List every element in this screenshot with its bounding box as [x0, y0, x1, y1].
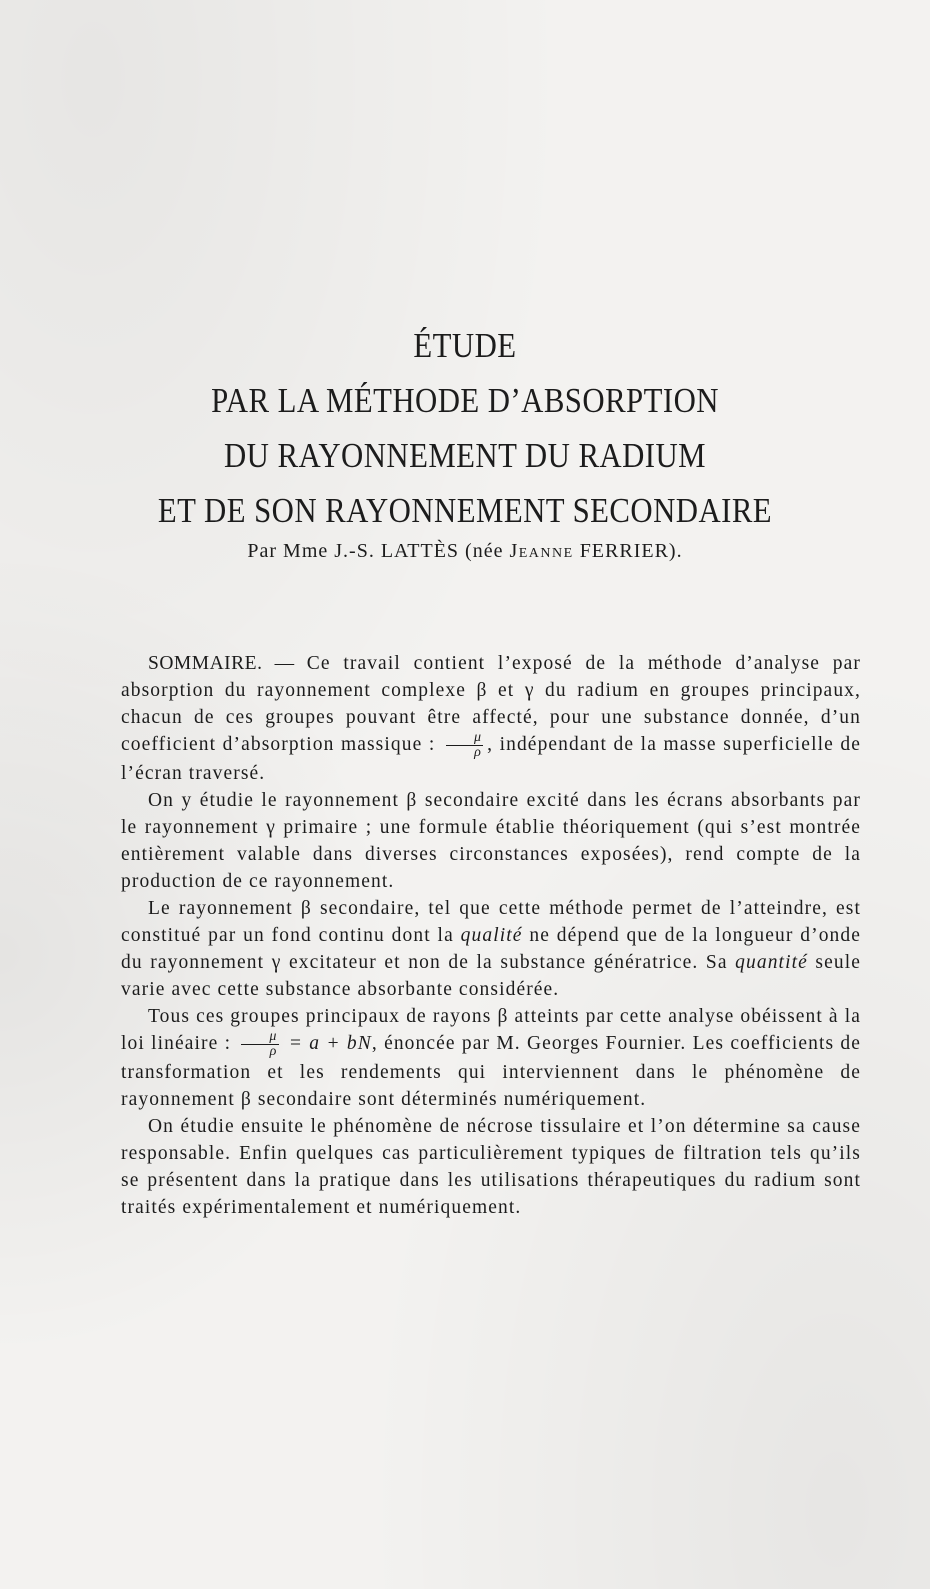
abstract-paragraph-1 [121, 650, 861, 787]
abstract-paragraph-5: On étudie ensuite le phénomène de nécrose tissulaire et l’on détermine sa cause responsable. Enfin quelques cas particulièrement typiques de filtration tels qu’ils se présentent dans la pratique dans les utilisations thérapeutiques du radium sont traités expérimentalement et numériquement. [121, 1116, 861, 1219]
author-first-name: Jeanne [509, 540, 574, 562]
abstract-paragraph-3 [121, 895, 861, 1003]
abstract-p1-text-b: , indépendant de la masse superficielle de l’écran traversé. [121, 734, 862, 785]
abstract-paragraph-4 [121, 1003, 861, 1113]
abstract [121, 650, 861, 1221]
title-line-2: PAR LA MÉTHODE D’ABSORPTION [211, 381, 719, 420]
abstract-qualite: qualité [460, 925, 523, 947]
abstract-p3-text-b: ne dépend que de la longueur d’onde du rayonnement γ excitateur et non de la substance génératrice. Sa [121, 925, 861, 974]
linear-law-formula: = a + bN [282, 1033, 372, 1055]
linear-law-fraction [241, 1030, 278, 1059]
fraction-denominator: ρ [269, 1044, 278, 1060]
abstract-quantite: quantité [735, 952, 808, 974]
abstract-p3-text-a: Le rayonnement β secondaire, tel que cette méthode permet de l’atteindre, est constitué par un fond continu dont la [121, 898, 861, 947]
mass-absorption-fraction [446, 731, 483, 760]
abstract-p4-text-a: Tous ces groupes principaux de rayons β atteints par cette analyse obéissent à la loi linéaire : [121, 1006, 861, 1055]
abstract-label: SOMMAIRE. — [148, 653, 307, 674]
fraction-numerator: μ [241, 1030, 278, 1045]
fraction-numerator: μ [446, 731, 483, 746]
abstract-p1-text-a: Ce travail contient l’exposé de la méthode d’analyse par absorption du rayonnement complexe β et γ du radium en groupes principaux, chacun de ces groupes pouvant être affecté, pour une substance donnée, d’un coefficient d’absorption massique : [121, 653, 861, 755]
author-last-name: FERRIER). [573, 540, 683, 562]
fraction-denominator: ρ [474, 745, 482, 761]
article-title [100, 318, 830, 538]
abstract-p3-text-c: seule varie avec cette substance absorbante considérée. [121, 952, 862, 1001]
abstract-paragraph-2: On y étudie le rayonnement β secondaire excité dans les écrans absorbants par le rayonnement γ primaire ; une formule établie théoriquement (qui s’est montrée entièrement valable dans diverses circonstances exposées), rend compte de la production de ce rayonnement. [121, 790, 861, 893]
author-prefix: Par Mme J.-S. LATTÈS (née [247, 540, 510, 562]
abstract-p4-text-b: , énoncée par M. Georges Fournier. Les coefficients de transformation et les rendements qui interviennent dans le phénomène de rayonnement β secondaire sont déterminés numériquement. [121, 1033, 861, 1111]
title-line-4: ET DE SON RAYONNEMENT SECONDAIRE [157, 491, 773, 530]
title-line-1: ÉTUDE [413, 326, 517, 365]
author-line [100, 540, 830, 563]
title-line-3: DU RAYONNEMENT DU RADIUM [224, 436, 706, 475]
